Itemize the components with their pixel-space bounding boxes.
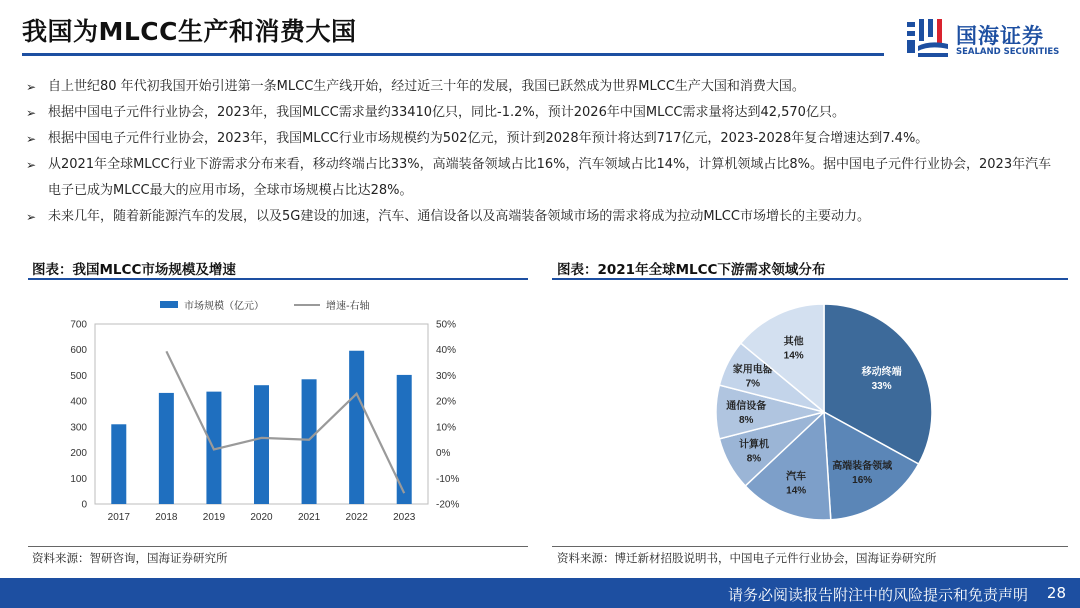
y-right-tick-label: 40% bbox=[436, 345, 457, 357]
title-rule bbox=[22, 53, 884, 56]
y-left-tick-label: 500 bbox=[70, 370, 87, 382]
pie-slice-value: 14% bbox=[783, 350, 804, 362]
pie-slice-value: 14% bbox=[786, 485, 807, 497]
x-tick-label: 2017 bbox=[107, 512, 130, 523]
y-right-tick-label: 30% bbox=[436, 370, 457, 382]
bullet-list bbox=[22, 74, 1062, 230]
market-size-bar bbox=[349, 351, 364, 504]
market-size-bar bbox=[254, 385, 269, 504]
pie-slice-value: 8% bbox=[739, 415, 754, 426]
y-left-tick-label: 700 bbox=[70, 319, 87, 331]
legend-line-swatch bbox=[294, 304, 320, 306]
x-tick-label: 2019 bbox=[202, 512, 226, 523]
pie-slice-label: 计算机 bbox=[738, 439, 769, 451]
y-right-tick-label: 20% bbox=[436, 396, 457, 408]
market-size-bar bbox=[111, 424, 126, 504]
right-section-rule bbox=[552, 278, 1068, 280]
pie-slice-value: 16% bbox=[852, 475, 873, 487]
logo-english-name: SEALAND SECURITIES bbox=[956, 47, 1060, 57]
growth-rate-line bbox=[166, 351, 404, 493]
y-right-tick-label: -10% bbox=[436, 473, 460, 485]
pie-slice-label: 高端装备领域 bbox=[832, 461, 893, 473]
market-size-chart bbox=[0, 310, 540, 530]
legend-bar-label: 市场规模（亿元） bbox=[184, 301, 264, 312]
pie-slice-label: 其他 bbox=[783, 336, 804, 348]
y-left-tick-label: 100 bbox=[70, 473, 87, 485]
x-tick-label: 2023 bbox=[393, 512, 416, 523]
y-left-tick-label: 400 bbox=[70, 396, 87, 408]
pie-slice-value: 8% bbox=[746, 453, 762, 465]
y-left-tick-label: 300 bbox=[70, 422, 87, 434]
pie-slice-label: 家用电器 bbox=[732, 364, 773, 376]
left-section-rule bbox=[28, 278, 528, 280]
y-left-tick-label: 600 bbox=[70, 345, 87, 357]
bullet-item: ➢ 根据中国电子元件行业协会，2023年，我国MLCC需求量约33410亿只，同比-1.2%，预计2026年中国MLCC需求量将达到42,570亿只。 bbox=[22, 100, 1062, 126]
slide-title: 我国为MLCC生产和消费大国 bbox=[22, 17, 357, 46]
left-chart-title: 图表：我国MLCC市场规模及增速 bbox=[32, 262, 236, 278]
legend-bar-swatch bbox=[160, 301, 178, 308]
bullet-item: ➢ 未来几年，随着新能源汽车的发展，以及5G建设的加速，汽车、通信设备以及高端装备领域市场的需求将成为拉动MLCC市场增长的主要动力。 bbox=[22, 204, 1062, 230]
pie-slice-value: 33% bbox=[871, 380, 892, 392]
y-right-tick-label: 50% bbox=[436, 319, 457, 331]
market-size-bar bbox=[302, 379, 317, 504]
footer-bar bbox=[0, 578, 1080, 608]
right-source-rule bbox=[552, 546, 1068, 547]
right-source-note: 资料来源：博迁新材招股说明书，中国电子元件行业协会，国海证券研究所 bbox=[557, 551, 937, 565]
sealand-logo-icon bbox=[906, 18, 950, 58]
right-chart-title: 图表：2021年全球MLCC下游需求领域分布 bbox=[557, 262, 826, 278]
y-right-tick-label: -20% bbox=[436, 499, 460, 511]
x-tick-label: 2021 bbox=[297, 512, 321, 523]
y-left-tick-label: 0 bbox=[81, 499, 87, 511]
bullet-item: ➢ 根据中国电子元件行业协会，2023年，我国MLCC行业市场规模约为502亿元，预计到2028年预计将达到717亿元，2023-2028年复合增速达到7.4%。 bbox=[22, 126, 1062, 152]
logo-chinese-name: 国海证券 bbox=[956, 24, 1044, 48]
pie-slice-label: 通信设备 bbox=[726, 401, 767, 412]
bullet-item: ➢ 自上世纪80 年代初我国开始引进第一条MLCC生产线开始，经过近三十年的发展，我国已跃然成为世界MLCC生产大国和消费大国。 bbox=[22, 74, 1062, 100]
y-right-tick-label: 0% bbox=[436, 448, 451, 460]
y-right-tick-label: 10% bbox=[436, 422, 457, 434]
x-tick-label: 2020 bbox=[250, 512, 273, 523]
x-tick-label: 2018 bbox=[155, 512, 178, 523]
left-source-note: 资料来源：智研咨询，国海证券研究所 bbox=[32, 551, 228, 565]
market-size-bar bbox=[159, 393, 174, 504]
page-number: 28 bbox=[1046, 584, 1066, 602]
legend-line-label: 增速-右轴 bbox=[326, 301, 370, 312]
bullet-item: ➢ 从2021年全球MLCC行业下游需求分布来看，移动终端占比33%，高端装备领域占比16%，汽车领域占比14%，计算机领域占比8%。据中国电子元件行业协会，2023年汽车电子已成为MLCC最大的应用市场，全球市场规模占比达28%。 bbox=[22, 152, 1062, 204]
x-tick-label: 2022 bbox=[345, 512, 368, 523]
pie-slice-value: 7% bbox=[745, 378, 761, 390]
pie-slice-label: 移动终端 bbox=[861, 366, 902, 378]
company-logo bbox=[906, 18, 1066, 62]
left-source-rule bbox=[28, 546, 528, 547]
demand-distribution-pie bbox=[690, 290, 950, 530]
y-left-tick-label: 200 bbox=[70, 448, 87, 460]
footer-disclaimer: 请务必阅读报告附注中的风险提示和免责声明 bbox=[727, 586, 1028, 604]
pie-slice-label: 汽车 bbox=[786, 471, 807, 483]
